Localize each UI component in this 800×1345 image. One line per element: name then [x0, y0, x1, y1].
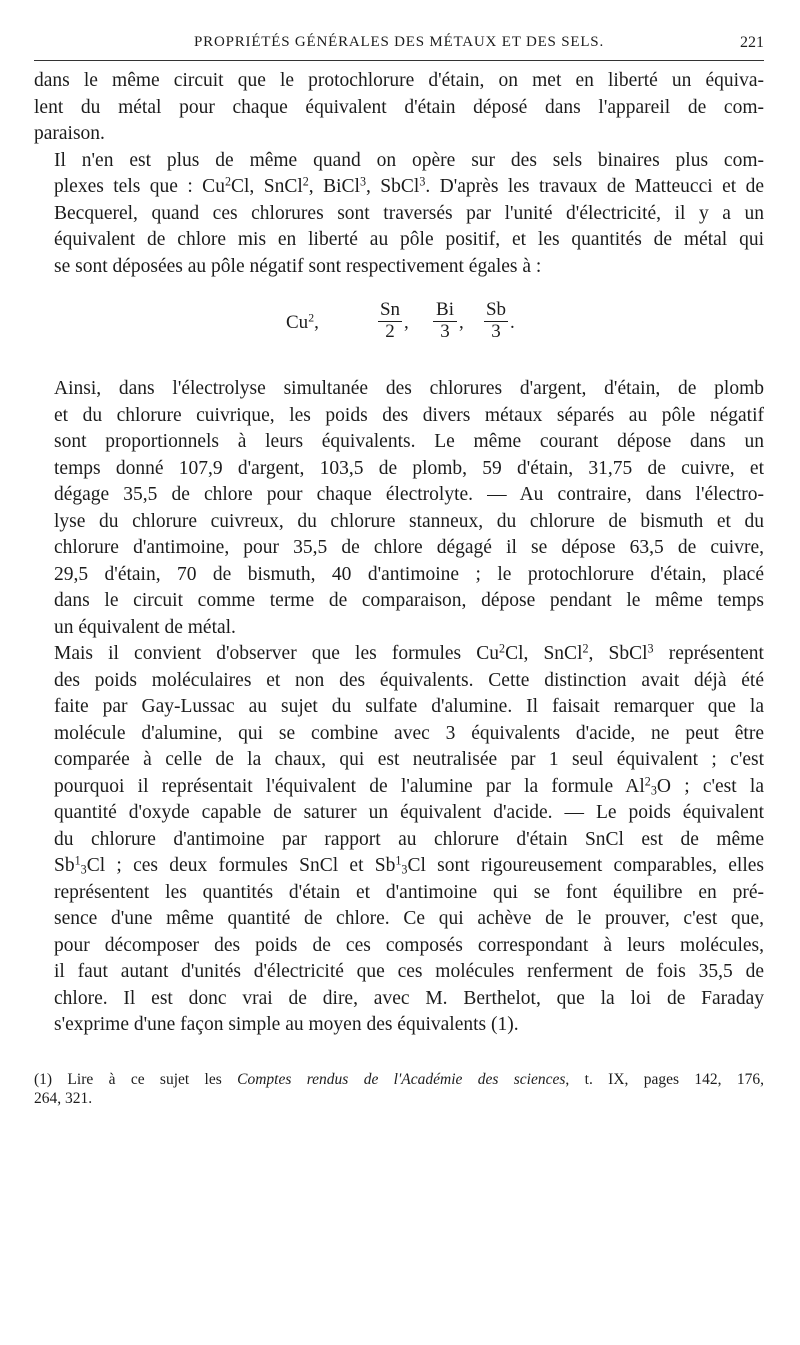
page-header [34, 34, 764, 61]
text-line: du chlorure d'antimoine par rapport au chlorure d'étain SnCl est de même [54, 828, 764, 850]
text-line: Ainsi, dans l'électrolyse simultanée des chlorures d'argent, d'étain, de plomb [54, 378, 764, 399]
running-title: PROPRIÉTÉS GÉNÉRALES DES MÉTAUX ET DES SELS. [194, 34, 604, 50]
text-line: comparée à celle de la chaux, qui est neutralisée par 1 seul équivalent ; c'est [54, 749, 764, 770]
text-line: chlore. Il est donc vrai de dire, avec M. Berthelot, que la loi de Faraday [54, 987, 764, 1009]
fraction-sn: $\frac{Sn}{2}$ [379, 299, 401, 342]
text-line: molécule d'alumine, qui se combine avec 3 équivalents d'acide, ne peut être [54, 722, 764, 744]
text-line: faite par Gay-Lussac au sujet du sulfate d'alumine. Il faisait remarquer que la [54, 696, 764, 717]
journal-title: Comptes rendus de l'Académie des sciences [237, 1071, 566, 1088]
footnote-line: 264, 321. [34, 1090, 93, 1107]
period: . [510, 312, 515, 333]
text-line: quantité d'oxyde capable de saturer un équivalent d'acide. — Le poids équivalent [54, 802, 764, 823]
text-line: et du chlorure cuivrique, les poids des divers métaux séparés au pôle négatif [54, 404, 764, 426]
text-line: Il n'en est plus de même quand on opère sur des sels binaires plus com- [54, 149, 764, 171]
text-line: $Sb^1_3Cl$ ; ces deux formules SnCl et $Sb^1_3Cl$ sont rigoureusement comparables, elles [54, 853, 764, 877]
text-line: plexes tels que : Cu$^2$Cl, SnCl$^2$, BiCl$^3$, SbCl$^3$. D'après les travaux de Matteucci et de [54, 174, 764, 197]
text-line: temps donné 107,9 d'argent, 103,5 de plomb, 59 d'étain, 31,75 de cuivre, et [54, 457, 764, 479]
text-line: chlorure d'antimoine, pour 35,5 de chlore dégagé il se dépose 63,5 de cuivre, [54, 537, 764, 558]
fraction-sb: $\frac{Sb}{3}$ [485, 299, 507, 342]
text-line: Mais il convient d'observer que les formules Cu$^2$Cl, SnCl$^2$, SbCl$^3$ représentent [54, 641, 764, 664]
text-line: pour décomposer des poids de ces composés correspondant à leurs molécules, [54, 934, 764, 956]
text-line: lent du métal pour chaque équivalent d'étain déposé dans l'appareil de com- [34, 96, 764, 118]
paragraph-4 [34, 641, 764, 1039]
separator: , [404, 312, 409, 333]
text-line: équivalent de chlore mis en liberté au pôle positif, et les quantités de métal qui [54, 229, 764, 250]
text-line: s'exprime d'une façon simple au moyen des équivalents (1). [54, 1014, 519, 1035]
fraction-bi: $\frac{Bi}{3}$ [433, 300, 457, 342]
text-line: un équivalent de métal. [54, 616, 236, 638]
fraction-formula [34, 286, 764, 362]
paragraph-3 [34, 376, 764, 641]
text-line: dégage 35,5 de chlore pour chaque électrolyte. — Au contraire, dans l'électro- [54, 484, 764, 505]
text-line: se sont déposées au pôle négatif sont respectivement égales à : [54, 255, 542, 277]
text-line: pourquoi il représentait l'équivalent de l'alumine par la formule $Al^2_3O$ ; c'est la [54, 773, 764, 797]
separator: , [459, 312, 464, 333]
text-line: Becquerel, quand ces chlorures sont traversés par l'unité d'électricité, il y a un [54, 202, 764, 224]
text-line: sont proportionnels à leurs équivalents. Le même courant dépose dans un [54, 431, 764, 452]
page-number: 221 [740, 34, 764, 51]
text-line: paraison. [34, 123, 105, 144]
paragraph-2 [34, 148, 764, 281]
text-line: il faut autant d'unités d'électricité que ces molécules renferment de fois 35,5 de [54, 961, 764, 982]
text-line: des poids moléculaires et non des équivalents. Cette distinction avait déjà été [54, 669, 764, 691]
body-text [34, 68, 764, 1039]
text-line: dans le même circuit que le protochlorure d'étain, on met en liberté un équiva- [34, 70, 764, 91]
footnote [34, 1070, 764, 1108]
text-line: représentent les quantités d'étain et d'antimoine qui se font équilibre en pré- [54, 881, 764, 903]
paragraph-1 [34, 68, 764, 148]
text-line: 29,5 d'étain, 70 de bismuth, 40 d'antimoine ; le protochlorure d'étain, placé [54, 563, 764, 585]
footnote-line: (1) Lire à ce sujet les Comptes rendus de l'Académie des sciences, t. IX, pages 142, 176, [34, 1071, 764, 1088]
text-line: lyse du chlorure cuivreux, du chlorure stanneux, du chlorure de bismuth et du [54, 510, 764, 532]
text-line: sence d'une même quantité de chlore. Ce qui achève de le prouver, c'est que, [54, 908, 764, 929]
text-line: dans le circuit comme terme de comparaison, dépose pendant le même temps [54, 590, 764, 611]
formula-cu2: Cu$^2$, [286, 311, 319, 333]
